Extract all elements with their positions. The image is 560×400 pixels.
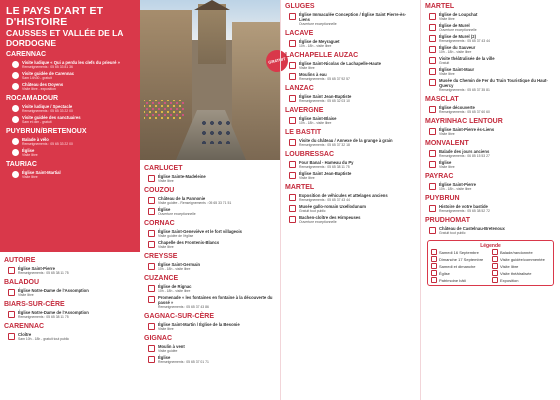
event-detail: Renseignements : 05 65 38 11 75 [18, 271, 69, 275]
event-title: Église Saint-Maur [439, 67, 475, 72]
event-title: Balade des jours anciens [439, 149, 490, 154]
legend-label: Visite libre [500, 263, 519, 269]
town-heading: GIGNAC [144, 335, 172, 342]
legend-label: Exposition [500, 277, 519, 283]
event-item [281, 192, 420, 203]
town-heading: MARTEL [285, 184, 315, 191]
event-detail: Visite libre [439, 132, 455, 136]
event-item [140, 283, 280, 294]
event-title: Église découverte [439, 105, 475, 110]
event-type-icon [289, 161, 296, 168]
event-type-icon [429, 205, 436, 212]
town-heading: BIARS-SUR-CÈRE [4, 301, 65, 308]
event-type-icon [429, 13, 436, 20]
event-title: Chapelle des Frontenis-Blancs [158, 240, 220, 245]
event-item [281, 214, 420, 225]
event-type-icon [148, 356, 155, 363]
event-detail: Renseignements : 05 65 38 11 75 [18, 315, 69, 319]
event-type-icon [148, 230, 155, 237]
event-item [281, 159, 420, 170]
event-detail: Renseignements : 05 65 33 81 36 [22, 65, 73, 69]
event-item [140, 228, 280, 239]
town-heading: TAURIAC [6, 161, 37, 168]
event-detail: Gratuit tout public [299, 209, 326, 213]
legend-label: Visite guidée/commentée [500, 256, 545, 262]
legend-icon [431, 277, 437, 283]
event-title: Église Saint-Nicolas de Lachapelle-Haute [299, 61, 381, 66]
event-item [421, 203, 560, 214]
legend-icon [492, 277, 498, 283]
event-item [421, 55, 560, 66]
event-item [281, 137, 420, 148]
town-heading: LE BASTIT [285, 129, 322, 136]
event-detail: Ouverture exceptionnelle [299, 220, 337, 224]
event-type-icon [289, 62, 296, 69]
event-type-icon [8, 311, 15, 318]
event-type-icon [429, 68, 436, 75]
event-item [281, 203, 420, 214]
event-detail: Visite libre [299, 66, 315, 70]
event-title: Église Immaculée Conception / Église Saint Pierre-ès-Liens [299, 12, 407, 22]
legend-item [492, 270, 550, 276]
event-detail: Ouverture exceptionnelle [439, 28, 477, 32]
event-detail: Visite libre [158, 179, 174, 183]
event-title: Exposition de véhicules et attelages anciens [299, 193, 388, 198]
event-title: Bachen-cloître des Hirnpeuses [299, 215, 361, 220]
event-detail: Sam et dim - gratuit [22, 120, 52, 124]
event-item [140, 354, 280, 365]
event-type-icon [12, 116, 19, 123]
legend-item [431, 263, 489, 269]
event-type-icon [12, 72, 19, 79]
event-title: Église de Rignac [158, 284, 192, 289]
event-type-icon [429, 227, 436, 234]
event-title: Église Saint Jean-Baptiste [299, 171, 352, 176]
column-2 [140, 162, 280, 400]
event-title: Église Saint-Pierre ès-Liens [439, 127, 495, 132]
event-title: Église [158, 207, 171, 212]
event-item [140, 195, 280, 206]
event-title: Moulin à vent [158, 344, 185, 349]
event-detail: Visite guidée [158, 349, 178, 353]
event-detail: Renseignements : 05 65 37 43 86 [158, 305, 209, 309]
intro-panel [0, 0, 140, 252]
brochure-subtitle: CAUSSES ET VALLÉE DE LA DORDOGNE [6, 28, 124, 48]
event-type-icon [8, 267, 15, 274]
town-heading: MARTEL [425, 3, 455, 10]
event-detail: Visite libre [18, 293, 34, 297]
event-item [140, 321, 280, 332]
event-item [140, 261, 280, 272]
town-heading: MONVALENT [425, 140, 469, 147]
event-item [0, 331, 140, 342]
event-item [421, 181, 560, 192]
event-item [281, 38, 420, 49]
event-type-icon [429, 106, 436, 113]
event-type-icon [289, 13, 296, 20]
event-title: Musée gallo-romain Uxellodunum [299, 204, 367, 209]
event-title: Église Saint-Germain [158, 262, 201, 267]
event-item [0, 81, 140, 92]
town-heading: GAGNAC-SUR-CÈRE [144, 313, 214, 320]
event-title: Balade à vélo [22, 137, 49, 142]
event-item [421, 11, 560, 22]
event-item [0, 169, 140, 180]
event-detail: Renseignements : 05 65 32 03 10 [299, 99, 350, 103]
event-detail: Visite guidée de l'église [158, 234, 194, 238]
event-detail: Renseignements : 05 65 33 22 00 [22, 109, 73, 113]
event-detail: Visite libre [299, 176, 315, 180]
town-heading: CARLUCET [144, 165, 183, 172]
event-item [140, 206, 280, 217]
legend-label: Dimanche 17 Septembre [439, 256, 484, 262]
legend-icon [431, 270, 437, 276]
event-item [421, 66, 560, 77]
event-type-icon [289, 117, 296, 124]
event-item [0, 265, 140, 276]
event-type-icon [8, 289, 15, 296]
event-item [281, 71, 420, 82]
event-item [281, 115, 420, 126]
event-item [0, 136, 140, 147]
event-item [0, 103, 140, 114]
event-item [421, 44, 560, 55]
town-heading: CARENNAC [4, 323, 45, 330]
event-detail: 10h - 18h - visite libre [299, 121, 332, 125]
event-type-icon [12, 61, 19, 68]
event-detail: Visite libre [439, 72, 455, 76]
event-title: Église Sainte-Madeleine [158, 174, 206, 179]
town-heading: LACAVE [285, 30, 314, 37]
legend-icon [431, 249, 437, 255]
town-heading: CREYSSE [144, 253, 178, 260]
event-item [0, 309, 140, 320]
event-type-icon [289, 139, 296, 146]
town-heading: PRUDHOMAT [425, 217, 470, 224]
event-item [140, 343, 280, 354]
event-type-icon [289, 205, 296, 212]
event-item [421, 148, 560, 159]
event-type-icon [12, 138, 19, 145]
event-detail: Renseignements : 05 65 38 11 75 [299, 165, 350, 169]
event-item [421, 22, 560, 33]
town-heading: CARENNAC [6, 51, 47, 58]
event-type-icon [148, 175, 155, 182]
event-detail: Visite libre [439, 17, 455, 21]
town-heading: AUTOIRE [4, 257, 36, 264]
event-detail: Visite libre [158, 245, 174, 249]
event-title: Église [439, 160, 452, 165]
event-title: Moulins à eau [299, 72, 327, 77]
event-item [281, 170, 420, 181]
event-item [0, 59, 140, 70]
town-heading: GLUGES [285, 3, 315, 10]
legend-title: Légende [480, 243, 501, 249]
event-title: Église du Sauveur [439, 45, 476, 50]
event-item [140, 239, 280, 250]
event-detail: 10h - 18h - visite libre [439, 187, 472, 191]
event-detail: Renseignements : 06 85 15 53 27 [439, 154, 490, 158]
legend-item [431, 270, 489, 276]
event-type-icon [148, 323, 155, 330]
event-item [0, 114, 140, 125]
town-heading: LACHAPELLE AUZAC [285, 52, 359, 59]
event-type-icon [289, 216, 296, 223]
town-heading: MASCLAT [425, 96, 459, 103]
town-heading: CUZANCE [144, 275, 179, 282]
legend-item [492, 277, 550, 283]
event-detail: Renseignements : 05 65 37 35 81 [439, 88, 490, 92]
column-3 [280, 0, 420, 400]
legend-label: Samedi 16 Septembre [439, 249, 479, 255]
event-type-icon [429, 183, 436, 190]
event-type-icon [429, 57, 436, 64]
event-detail: Visite libre - exposition [22, 87, 56, 91]
event-detail: Renseignements : 05 65 37 92 57 [299, 77, 350, 81]
event-title: Église Notre-Dame de l'Assomption [18, 288, 89, 293]
event-title: Église [22, 148, 35, 153]
event-title: Visite guidée de Carennac [22, 71, 75, 76]
town-heading: LOUBRESSAC [285, 151, 335, 158]
town-heading: LANZAC [285, 85, 314, 92]
event-detail: Visite libre [439, 165, 455, 169]
event-type-icon [148, 345, 155, 352]
event-title: Église Saint-Pierre [439, 182, 477, 187]
legend-label: Balade/randonnée [500, 249, 533, 255]
legend-item [431, 277, 489, 283]
event-type-icon [8, 333, 15, 340]
event-item [421, 77, 560, 93]
event-type-icon [289, 40, 296, 47]
event-type-icon [12, 149, 19, 156]
event-title: Histoire de votre bastide [439, 204, 488, 209]
legend-icon [431, 263, 437, 269]
town-heading: BALADOU [4, 279, 39, 286]
event-title: Château de Castelnau-Bretenoux [439, 226, 505, 231]
town-heading: COUZOU [144, 187, 175, 194]
event-title: Musée du Chemin de Fer du Train Touristique du Haut-Quercy [439, 78, 548, 88]
event-type-icon [289, 172, 296, 179]
event-type-icon [429, 128, 436, 135]
event-detail: Renseignements : 05 65 37 43 44 [439, 39, 490, 43]
legend-item [492, 263, 550, 269]
event-detail: Renseignements : 05 65 37 60 60 [439, 110, 490, 114]
legend-label: Patrimoine bâti [439, 277, 466, 283]
legend-label: Église [439, 270, 450, 276]
legend-label: Samedi et dimanche [439, 263, 476, 269]
event-type-icon [289, 73, 296, 80]
event-item [281, 11, 420, 27]
event-type-icon [289, 95, 296, 102]
event-title: Four Banal - Hameau du Py [299, 160, 354, 165]
event-item [421, 126, 560, 137]
legend-icon [492, 263, 498, 269]
event-item [281, 60, 420, 71]
event-detail: Renseignements : 05 65 37 43 44 [299, 198, 350, 202]
event-item [140, 294, 280, 310]
event-type-icon [289, 194, 296, 201]
legend-item [431, 249, 489, 255]
column-4 [420, 0, 560, 400]
event-title: Promenade « les fontaines en fontaine à la découverte du passé » [158, 295, 273, 305]
event-detail: Visite libre [22, 175, 38, 179]
event-item [0, 147, 140, 158]
event-item [421, 104, 560, 115]
legend-item [492, 256, 550, 262]
left-column-lower [0, 252, 140, 400]
event-type-icon [12, 105, 19, 112]
event-item [140, 173, 280, 184]
event-title: Église [158, 355, 171, 360]
town-heading: LAVERGNE [285, 107, 324, 114]
event-title: Visite du château / Annexe de la grange à grain [299, 138, 393, 143]
town-heading: PUYBRUN/BRETENOUX [6, 128, 87, 135]
event-detail: Renseignements : 05 65 37 01 71 [158, 360, 209, 364]
event-type-icon [12, 83, 19, 90]
event-title: Église Saint-Geneviève et le fort villageois [158, 229, 243, 234]
event-item [0, 70, 140, 81]
event-item [0, 287, 140, 298]
event-title: Église de Loupchat [439, 12, 478, 17]
event-detail: Visite libre [22, 153, 38, 157]
legend-item [492, 249, 550, 255]
event-detail: Renseignements : 05 65 37 32 18 [299, 143, 350, 147]
event-detail: Renseignements : 05 65 38 52 72 [439, 209, 490, 213]
legend-icon [431, 256, 437, 262]
event-detail: Ouverture exceptionnelle [158, 212, 196, 216]
event-detail: Sam 14h30 - gratuit [22, 76, 52, 80]
free-badge: GRATUIT [264, 48, 290, 74]
event-detail: Sam 10h - 18h - gratuit tout public [18, 337, 70, 341]
event-type-icon [429, 150, 436, 157]
event-title: Visite ludique « Qui a perdu les clefs du prieuré » [22, 60, 120, 65]
event-detail: 10h - 18h - visite libre [439, 50, 472, 54]
event-item [281, 93, 420, 104]
event-title: Visite ludique / Spectacle [22, 104, 73, 109]
town-heading: MAYRINHAC LENTOUR [425, 118, 503, 125]
event-title: Cloître [18, 332, 32, 337]
legend-icon [492, 270, 498, 276]
town-heading: CORNAC [144, 220, 175, 227]
event-detail: Visite libre [158, 327, 174, 331]
event-type-icon [148, 296, 155, 303]
event-detail: Gratuit [439, 61, 450, 65]
event-detail: Ouverture exceptionnelle [299, 22, 337, 26]
event-detail: Visite guidée - Renseignements : 05 65 33 71 51 [158, 201, 232, 205]
event-type-icon [429, 79, 436, 86]
legend-icon [492, 249, 498, 255]
event-type-icon [148, 208, 155, 215]
event-type-icon [148, 241, 155, 248]
legend-label: Visite théâtralisée [500, 270, 532, 276]
event-title: Église Notre-Dame de l'Assomption [18, 310, 89, 315]
legend-icon [492, 256, 498, 262]
legend-item [431, 256, 489, 262]
event-title: Église de Meyraguet [299, 39, 340, 44]
event-title: Visite guidée des sanctuaires [22, 115, 81, 120]
event-item [421, 225, 560, 236]
event-type-icon [148, 263, 155, 270]
event-type-icon [12, 171, 19, 178]
event-detail: Gratuit tout public [439, 231, 466, 235]
town-heading: PAYRAC [425, 173, 454, 180]
event-type-icon [429, 161, 436, 168]
event-title: Église de Murel (2) [439, 34, 476, 39]
event-title: Église Saint-Martin / Église de la Besonie [158, 322, 240, 327]
event-detail: Renseignements : 05 65 33 22 00 [22, 142, 73, 146]
legend-box [427, 240, 554, 286]
event-title: Château des Doyens [22, 82, 64, 87]
event-item [421, 159, 560, 170]
event-type-icon [148, 285, 155, 292]
event-title: Château de la Pannonie [158, 196, 206, 201]
event-title: Église Saint Jean-Baptiste [299, 94, 352, 99]
event-type-icon [429, 24, 436, 31]
village-street-photo [140, 0, 280, 160]
event-detail: 10h - 18h - visite libre [158, 267, 191, 271]
brochure-title: LE PAYS D'ART ET D'HISTOIRE [6, 5, 104, 28]
event-title: Église Saint-Pierre [18, 266, 56, 271]
event-item [421, 33, 560, 44]
town-heading: ROCAMADOUR [6, 95, 59, 102]
event-title: Église de Murel [439, 23, 470, 28]
event-detail: 10h - 18h - visite libre [158, 289, 191, 293]
event-type-icon [429, 46, 436, 53]
event-detail: 10h - 18h - visite libre [299, 44, 332, 48]
event-type-icon [148, 197, 155, 204]
event-title: Église Saint-Martial [22, 170, 61, 175]
event-type-icon [429, 35, 436, 42]
event-title: Église Saint-Blaise [299, 116, 337, 121]
event-title: Visite théâtralisée de la ville [439, 56, 495, 61]
town-heading: PUYBRUN [425, 195, 460, 202]
